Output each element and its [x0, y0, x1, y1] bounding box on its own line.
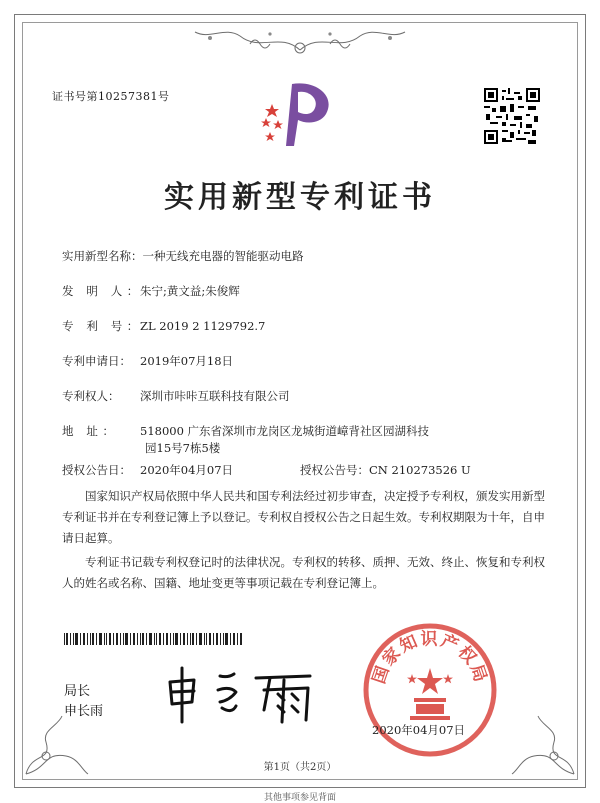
inventor-row [62, 283, 240, 299]
name-label: 实用新型名称： [62, 249, 143, 263]
filing-date-value: 2019年07月18日 [140, 354, 234, 368]
grant-date-value: 2020年04月07日 [140, 463, 234, 477]
address-row [62, 423, 429, 439]
patent-number-label: 专 利 号： [62, 319, 143, 333]
svg-text:国家知识产权局: 国家知识产权局 [369, 629, 491, 687]
address-label: 地 址： [62, 424, 119, 438]
name-row [62, 248, 304, 264]
patent-number-value: ZL 2019 2 1129792.7 [140, 319, 266, 333]
director-name: 申长雨 [64, 704, 104, 719]
page-title: 实用新型专利证书 [164, 180, 436, 215]
address-line2: 园15号7栋5楼 [145, 441, 221, 455]
top-ornament [150, 22, 450, 62]
page-number: 第1页（共2页） [263, 762, 337, 773]
inventor-label: 发 明 人： [62, 284, 143, 298]
patentee-row [62, 388, 290, 404]
body-paragraph-1: 国家知识产权局依照中华人民共和国专利法经过初步审查，决定授予专利权，颁发实用新型专利证书并在专利登记簿上予以登记。专利权自授权公告之日起生效。专利权期限为十年，自申请日起算。 [62, 489, 545, 545]
patentee-value: 深圳市咔咔互联科技有限公司 [140, 389, 290, 403]
filing-date-row [62, 353, 233, 369]
bottom-note: 其他事项参见背面 [263, 793, 336, 803]
patent-number-row [62, 318, 265, 334]
address-line1: 518000 广东省深圳市龙岗区龙城街道嶂背社区园湖科技 [140, 424, 430, 438]
barcode [64, 633, 242, 645]
signature [160, 660, 320, 730]
grant-date-label: 授权公告日： [62, 463, 131, 477]
inventor-value: 朱宁;黄文益;朱俊辉 [140, 284, 240, 298]
grant-number-value: CN 210273526 U [369, 463, 471, 477]
patentee-label: 专利权人： [62, 389, 120, 403]
certificate-number: 证书号第10257381号 [52, 90, 170, 103]
body-paragraph-2: 专利证书记载专利权登记时的法律状况。专利权的转移、质押、无效、终止、恢复和专利权人的姓名或名称、国籍、地址变更等事项记载在专利登记簿上。 [62, 555, 545, 590]
name-value: 一种无线充电器的智能驱动电路 [142, 249, 304, 263]
director-title: 局长 [64, 684, 91, 699]
cnipa-logo [252, 78, 348, 150]
grant-number-label: 授权公告号： [300, 463, 369, 477]
official-seal [360, 620, 500, 760]
qr-code [484, 88, 540, 144]
filing-date-label: 专利申请日： [62, 354, 131, 368]
grant-date-row [62, 462, 233, 478]
seal-date: 2020年04月07日 [372, 723, 466, 737]
grant-number-row [300, 462, 471, 478]
